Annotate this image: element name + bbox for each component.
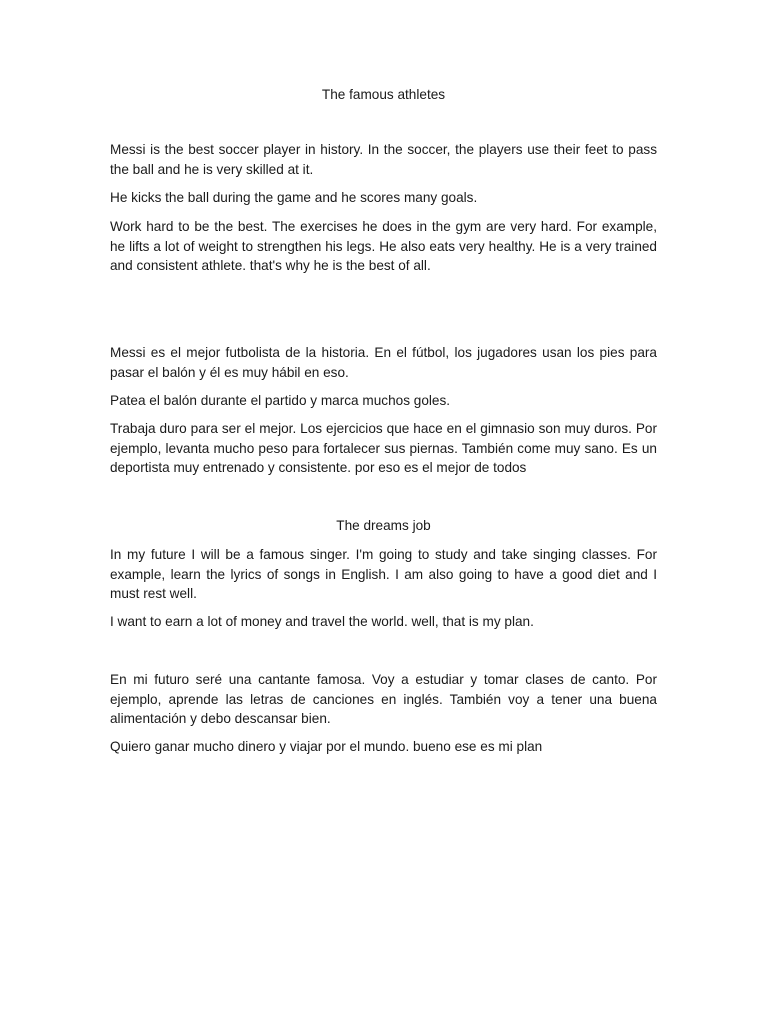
section-title-athletes: The famous athletes <box>321 87 446 102</box>
document-page <box>110 0 657 1024</box>
paragraph-en-3: Work hard to be the best. The exercises he does in the gym are very hard. For example, he lifts a lot of weight to strengthen his legs. He also eats very healthy. He is a very trained and consistent athlete. that's why he is the best of all. <box>110 219 657 273</box>
section-title-dream-job: The dreams job <box>336 518 431 533</box>
paragraph-en-4: In my future I will be a famous singer. I'm going to study and take singing classes. For example, learn the lyrics of songs in English. I am also going to have a good diet and I must rest well. <box>110 547 657 601</box>
paragraph-es-1: Messi es el mejor futbolista de la historia. En el fútbol, los jugadores usan los pies para pasar el balón y él es muy hábil en eso. <box>110 345 657 380</box>
paragraph-en-2: He kicks the ball during the game and he scores many goals. <box>110 190 478 205</box>
paragraph-es-4: En mi futuro seré una cantante famosa. Voy a estudiar y tomar clases de canto. Por ejemplo, aprende las letras de canciones en inglés. También voy a tener una buena alimentación y debo descansar bien. <box>110 672 657 726</box>
paragraph-es-3: Trabaja duro para ser el mejor. Los ejercicios que hace en el gimnasio son muy duros. Por ejemplo, levanta mucho peso para fortalecer sus piernas. También come muy sano. Es un deportista muy entrenado y consistente. por eso es el mejor de todos <box>110 421 657 475</box>
paragraph-en-5: I want to earn a lot of money and travel the world. well, that is my plan. <box>110 614 534 629</box>
paragraph-es-5: Quiero ganar mucho dinero y viajar por el mundo. bueno ese es mi plan <box>110 739 543 754</box>
paragraph-es-2: Patea el balón durante el partido y marca muchos goles. <box>110 393 451 408</box>
paragraph-en-1: Messi is the best soccer player in history. In the soccer, the players use their feet to pass the ball and he is very skilled at it. <box>110 142 657 177</box>
